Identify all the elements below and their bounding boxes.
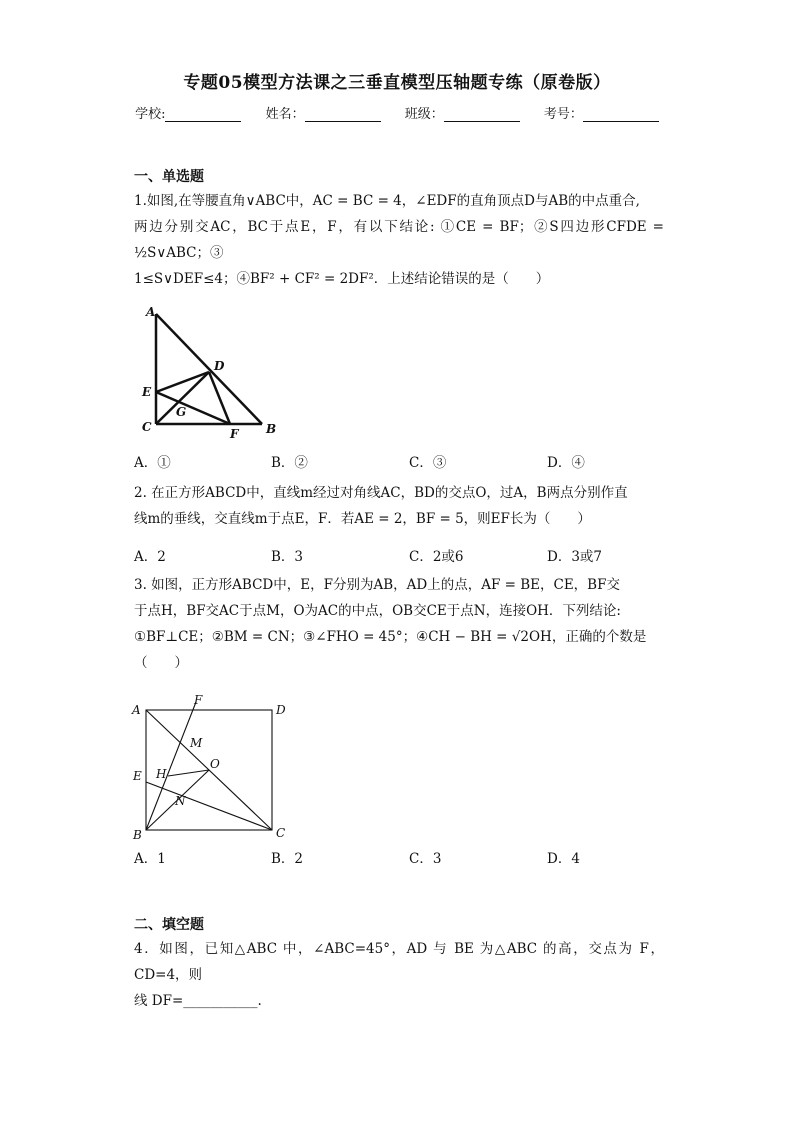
exam-no-label: 考号：: [543, 107, 583, 122]
school-blank[interactable]: [165, 107, 241, 122]
q3-label-f: F: [194, 693, 203, 707]
question-2: [134, 480, 664, 532]
q3-option-d[interactable]: D．4: [547, 851, 580, 867]
q3-option-a[interactable]: A．1: [134, 851, 166, 867]
q1-label-e: E: [142, 385, 152, 399]
q2-option-b[interactable]: B．3: [271, 549, 304, 565]
q3-line2: 于点H，BF交AC于点M，O为AC的中点，OB交CE于点N，连接OH．下列结论:: [134, 603, 621, 619]
class-label: 班级：: [404, 107, 444, 122]
q1-options: [134, 451, 664, 471]
q1-option-d[interactable]: D．④: [547, 455, 585, 471]
q3-label-e: E: [133, 769, 142, 783]
q1-option-b[interactable]: B．②: [271, 455, 308, 471]
q1-label-d: D: [214, 359, 225, 373]
question-1: [134, 188, 664, 292]
q1-label-f: F: [230, 427, 239, 441]
q1-line1: 1.如图,在等腰直角∨ABC中，AC = BC = 4，∠EDF的直角顶点D与AB的中点重合,: [134, 193, 640, 209]
q3-option-b[interactable]: B．2: [271, 851, 304, 867]
q3-label-h: H: [156, 767, 167, 781]
q1-label-a: A: [146, 305, 156, 319]
q1-option-c[interactable]: C．③: [409, 455, 447, 471]
section-single-choice: 一、单选题: [134, 169, 204, 185]
seg-de: [156, 372, 209, 392]
q1-label-c: C: [142, 420, 152, 434]
q3-figure: [128, 692, 298, 842]
q3-option-c[interactable]: C．3: [409, 851, 442, 867]
page-title: 专题05模型方法课之三垂直模型压轴题专练（原卷版）: [183, 73, 611, 93]
q2-line2: 线m的垂线，交直线m于点E，F．若AE = 2，BF = 5，则EF长为（ ）: [134, 511, 591, 527]
q3-label-c: C: [276, 826, 286, 840]
q3-line1: 3. 如图，正方形ABCD中，E，F分别为AB，AD上的点，AF = BE，CE，BF交: [134, 577, 620, 593]
student-info-line: [0, 103, 794, 122]
q4-line1: 4．如图，已知△ABC 中，∠ABC=45°，AD 与 BE 为△ABC 的高，交点为 F，CD=4，则: [134, 941, 664, 983]
question-4: [134, 936, 664, 1014]
q4-line2[interactable]: 线 DF=___________.: [134, 993, 262, 1009]
q2-option-c[interactable]: C．2或6: [409, 549, 464, 565]
school-label: 学校:: [135, 107, 166, 122]
q1-label-b: B: [266, 422, 277, 436]
name-blank[interactable]: [305, 107, 381, 122]
section-fill-blank: 二、填空题: [134, 917, 204, 933]
q2-option-a[interactable]: A．2: [134, 549, 166, 565]
q1-line3: 1≤S∨DEF≤4；④BF² + CF² = 2DF²．上述结论错误的是（ ）: [134, 271, 550, 287]
q3-label-d: D: [276, 703, 286, 717]
q2-line1: 2. 在正方形ABCD中，直线m经过对角线AC，BD的交点O，过A，B两点分别作直: [134, 485, 628, 501]
q3-label-n: N: [175, 794, 186, 808]
seg-ce: [146, 782, 272, 830]
exam-no-blank[interactable]: [583, 107, 659, 122]
q3-line3: ①BF⊥CE；②BM = CN；③∠FHO = 45°；④CH − BH = √2OH，正确的个数是: [134, 629, 647, 645]
q3-label-b: B: [133, 828, 142, 842]
class-blank[interactable]: [444, 107, 520, 122]
name-label: 姓名：: [265, 107, 305, 122]
q1-label-g: G: [176, 405, 187, 419]
q2-option-d[interactable]: D．3或7: [547, 549, 603, 565]
question-3: [134, 572, 664, 676]
q3-label-m: M: [190, 736, 203, 750]
q3-options: [134, 847, 664, 867]
q1-line2: 两边分别交AC，BC于点E，F，有以下结论: ①CE = BF；②S四边形CFDE = ½S∨ABC；③: [134, 219, 664, 261]
q3-line4: （ ）: [134, 655, 188, 671]
q1-option-a[interactable]: A．①: [134, 455, 171, 471]
seg-bf: [146, 702, 196, 830]
q2-options: [134, 545, 664, 565]
q1-figure: [134, 300, 294, 445]
q3-label-a: A: [132, 703, 141, 717]
q3-label-o: O: [210, 757, 220, 771]
